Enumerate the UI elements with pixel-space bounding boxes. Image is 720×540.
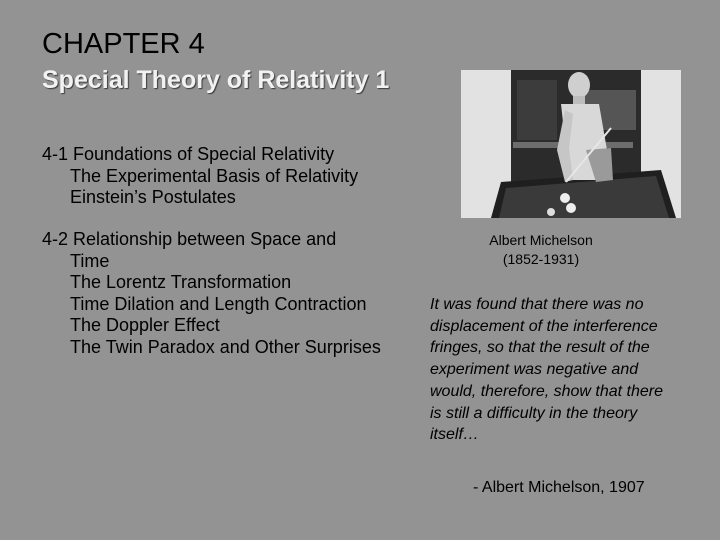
chapter-subtitle: Special Theory of Relativity 1 [42, 66, 390, 94]
caption-years: (1852-1931) [502, 251, 580, 267]
section-heading: 4-1 Foundations of Special Relativity [42, 144, 335, 164]
section-item: Time Dilation and Length Contraction [70, 293, 367, 314]
section-heading: 4-2 Relationship between Space and [42, 229, 337, 249]
section-item: Einstein’s Postulates [70, 187, 236, 207]
michelson-photo-image [461, 70, 681, 218]
quote-attribution: - Albert Michelson, 1907 [473, 479, 645, 496]
photo-caption [471, 231, 611, 269]
section-item: The Doppler Effect [70, 315, 220, 335]
section-item: Time [70, 250, 110, 271]
section-item: The Experimental Basis of Relativity [70, 165, 359, 186]
chapter-title: CHAPTER 4 [42, 28, 205, 60]
section-item: The Lorentz Transformation [70, 272, 292, 292]
section-4-2 [42, 229, 381, 358]
michelson-photo [461, 70, 681, 218]
caption-name: Albert Michelson [489, 232, 593, 248]
michelson-quote: It was found that there was no displacement of the interference fringes, so that the result of the experiment was negative and would, therefore, show that there is still a difficulty in the theory itself… [430, 296, 664, 444]
section-4-1 [42, 144, 358, 209]
section-item: The Twin Paradox and Other Surprises [70, 336, 381, 357]
